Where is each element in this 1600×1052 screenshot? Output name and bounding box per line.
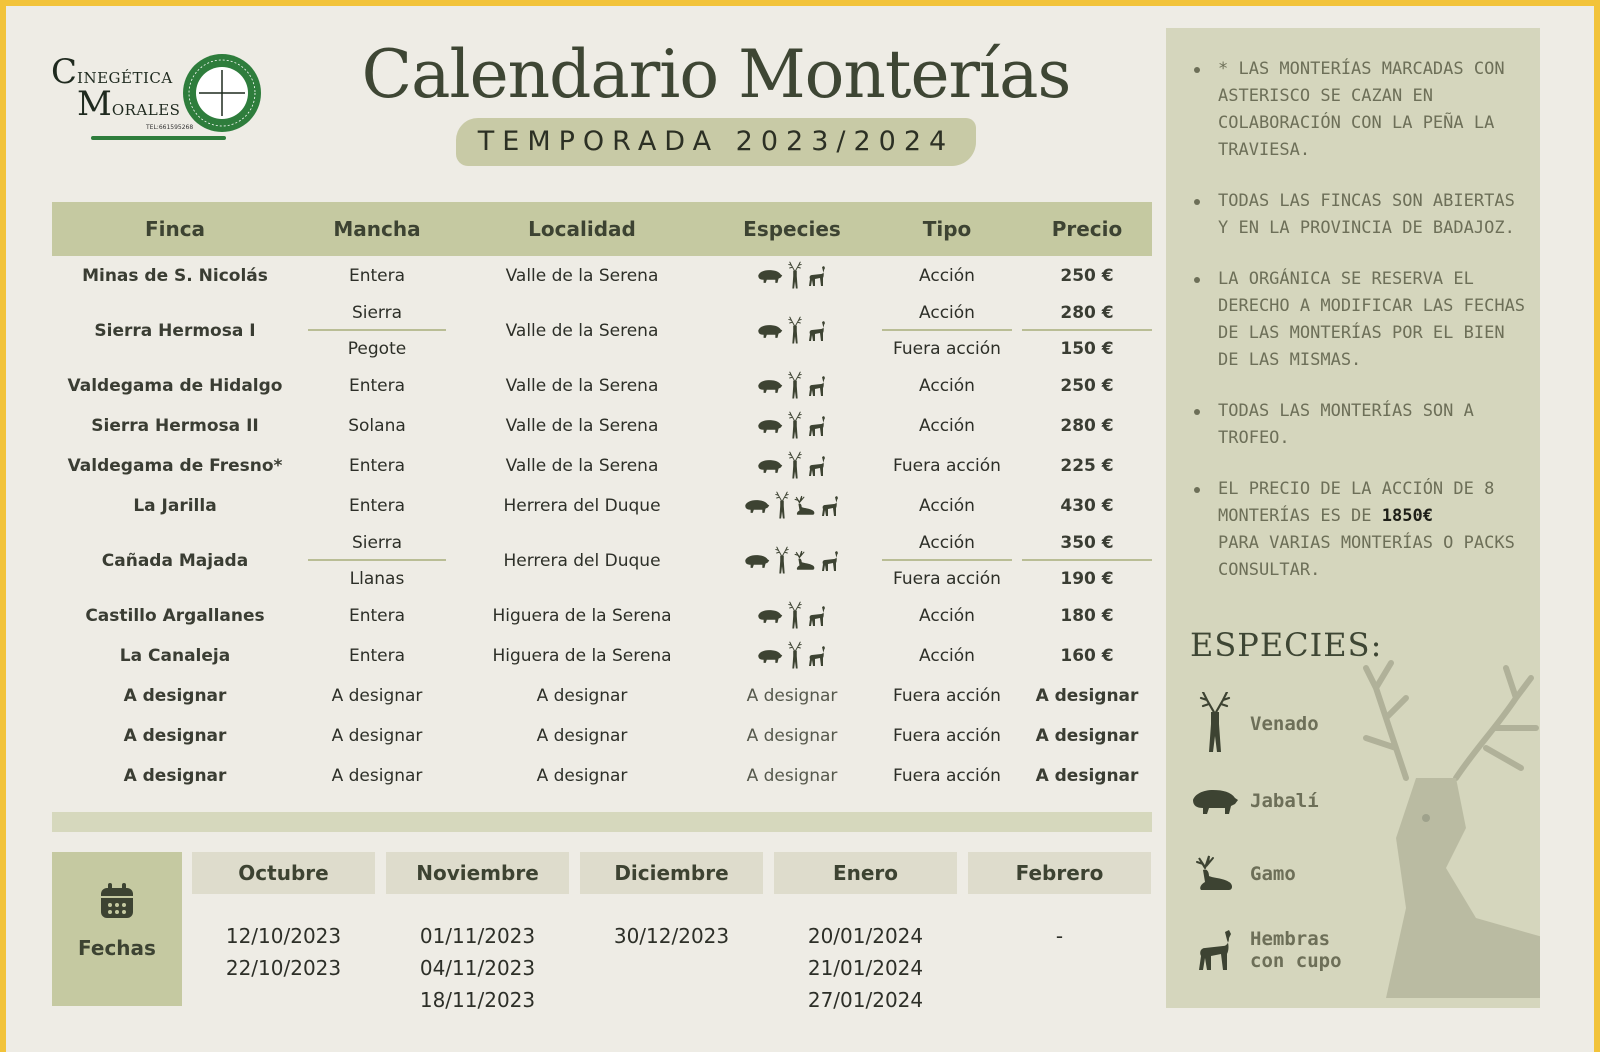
cell-localidad: Higuera de la Serena (492, 646, 672, 666)
page-title: Calendario Monterías (361, 36, 1071, 113)
species-icons (757, 411, 827, 441)
date-item: 18/11/2023 (419, 988, 536, 1012)
note-text: TODAS LAS MONTERÍAS SON A TROFEO. (1218, 401, 1474, 448)
venado-icon (787, 316, 803, 346)
venado-icon (1190, 692, 1240, 756)
jabali-icon (757, 418, 783, 434)
cell-finca: Valdegama de Hidalgo (67, 376, 283, 396)
jabali-icon (1190, 786, 1240, 816)
cell-mancha: Entera (348, 606, 406, 626)
month-header: Octubre (192, 852, 375, 894)
note-item (1186, 188, 1526, 242)
cell-especies (712, 526, 872, 596)
table-row (52, 296, 1152, 366)
venado-icon (787, 601, 803, 631)
note-item (1186, 398, 1526, 452)
notes-list (1186, 56, 1526, 608)
cell-mancha-top: Sierra (308, 296, 446, 331)
deer-illustration-icon (1346, 658, 1540, 998)
hembra-icon (1190, 928, 1240, 972)
jabali-icon (744, 553, 770, 569)
cell-tipo-top: Acción (882, 526, 1012, 561)
month-dates (580, 894, 763, 952)
cell-precio: A designar (1035, 766, 1139, 786)
cell-localidad: Herrera del Duque (503, 496, 661, 516)
month-header: Noviembre (386, 852, 569, 894)
jabali-icon (757, 608, 783, 624)
legend-hembra (1190, 928, 1360, 972)
cell-localidad: A designar (536, 686, 628, 706)
cell-tipo: Acción (919, 606, 975, 626)
table-row (52, 406, 1152, 446)
note-highlight-price: 1850€ (1381, 506, 1433, 526)
cell-mancha: A designar (331, 726, 423, 746)
hembra-icon (820, 495, 840, 517)
note-item (1186, 266, 1526, 374)
cell-tipo: Acción (919, 496, 975, 516)
cell-mancha: Entera (348, 456, 406, 476)
company-logo (51, 46, 271, 156)
note-text: EL PRECIO DE LA ACCIÓN DE 8 MONTERÍAS ES DE (1218, 479, 1495, 526)
date-item: 12/10/2023 (225, 924, 342, 948)
cell-especies (712, 446, 872, 486)
cell-especies (712, 406, 872, 446)
note-text: TODAS LAS FINCAS SON ABIERTAS Y EN LA PROVINCIA DE BADAJOZ. (1218, 191, 1515, 238)
month-column (580, 852, 763, 952)
logo-letter-m: M (77, 84, 112, 124)
cell-localidad: Valle de la Serena (505, 416, 659, 436)
venado-icon (774, 546, 790, 576)
gamo-icon (1190, 854, 1240, 894)
header-precio: Precio (1051, 217, 1123, 241)
species-icons (744, 546, 840, 576)
hembra-icon (807, 320, 827, 342)
gamo-icon (794, 495, 816, 517)
cell-precio (1022, 296, 1152, 366)
table-row (52, 596, 1152, 636)
cell-precio: 250 € (1060, 266, 1114, 286)
cell-finca: Sierra Hermosa I (94, 321, 256, 341)
note-text: PARA VARIAS MONTERÍAS O PACKS CONSULTAR. (1218, 533, 1515, 580)
table-row (52, 636, 1152, 676)
cell-tipo (882, 526, 1012, 596)
cell-especies (712, 366, 872, 406)
cell-mancha: Solana (348, 416, 406, 436)
cell-tipo: Acción (919, 376, 975, 396)
cell-finca: La Canaleja (119, 646, 231, 666)
cell-finca: La Jarilla (133, 496, 217, 516)
species-icons (757, 316, 827, 346)
note-text: LA ORGÁNICA SE RESERVA EL DERECHO A MODIFICAR LAS FECHAS DE LAS MONTERÍAS POR EL BIEN DE LAS MISMAS. (1218, 269, 1526, 370)
month-header: Febrero (968, 852, 1151, 894)
logo-underline (91, 136, 226, 140)
especies-title: ESPECIES: (1190, 626, 1383, 664)
cell-tipo: Fuera acción (893, 726, 1001, 746)
cell-tipo: Fuera acción (893, 766, 1001, 786)
cell-tipo (882, 296, 1012, 366)
cell-finca: Sierra Hermosa II (91, 416, 259, 436)
cell-especies (712, 596, 872, 636)
fechas-label: Fechas (78, 936, 156, 960)
cell-tipo: Fuera acción (893, 456, 1001, 476)
month-column (968, 852, 1151, 952)
logo-word-morales: ORALES (111, 101, 181, 119)
date-item: 20/01/2024 (807, 924, 924, 948)
cell-precio: 250 € (1060, 376, 1114, 396)
hembra-icon (807, 375, 827, 397)
cell-mancha (308, 526, 446, 596)
species-icons (757, 451, 827, 481)
cell-localidad: Herrera del Duque (503, 551, 661, 571)
species-icons (757, 641, 827, 671)
legend-venado (1190, 692, 1319, 756)
cell-mancha-top: Sierra (308, 526, 446, 561)
hembra-icon (807, 645, 827, 667)
cell-localidad: A designar (536, 766, 628, 786)
cell-finca: Cañada Majada (101, 551, 249, 571)
cell-localidad: Valle de la Serena (505, 376, 659, 396)
legend-label: Venado (1250, 713, 1319, 735)
month-column (774, 852, 957, 1016)
table-row (52, 716, 1152, 756)
hembra-icon (807, 455, 827, 477)
cell-mancha: A designar (331, 686, 423, 706)
cell-mancha: Entera (348, 646, 406, 666)
cell-precio: 180 € (1060, 606, 1114, 626)
cell-mancha: Entera (348, 496, 406, 516)
cell-precio: 160 € (1060, 646, 1114, 666)
cell-finca: A designar (123, 686, 227, 706)
table-row (52, 486, 1152, 526)
jabali-icon (757, 458, 783, 474)
crosshair-badge-icon (181, 52, 263, 134)
venado-icon (787, 371, 803, 401)
header-especies: Especies (743, 217, 841, 241)
cell-tipo-top: Acción (882, 296, 1012, 331)
cell-precio: A designar (1035, 686, 1139, 706)
legend-label: Jabalí (1250, 790, 1319, 812)
cell-precio: 430 € (1060, 496, 1114, 516)
table-row (52, 366, 1152, 406)
species-icons (757, 371, 827, 401)
month-header: Enero (774, 852, 957, 894)
cell-finca: Valdegama de Fresno* (67, 456, 283, 476)
cell-mancha: A designar (331, 766, 423, 786)
cell-localidad: Valle de la Serena (505, 321, 659, 341)
date-item: 30/12/2023 (613, 924, 730, 948)
hembra-icon (807, 265, 827, 287)
table-header (52, 202, 1152, 256)
calendar-icon (100, 882, 134, 920)
cell-finca: A designar (123, 726, 227, 746)
venado-icon (774, 491, 790, 521)
cell-localidad: A designar (536, 726, 628, 746)
species-icons (744, 491, 840, 521)
table-row (52, 756, 1152, 796)
jabali-icon (744, 498, 770, 514)
cell-tipo-bot: Fuera acción (893, 338, 1001, 359)
date-item: 04/11/2023 (419, 956, 536, 980)
cell-especies (712, 296, 872, 366)
month-dates (774, 894, 957, 1016)
jabali-icon (757, 268, 783, 284)
note-item (1186, 476, 1526, 584)
cell-precio (1022, 526, 1152, 596)
month-column (192, 852, 375, 984)
hembra-icon (820, 550, 840, 572)
calendar-page (6, 6, 1594, 1052)
legend-jabali (1190, 786, 1319, 816)
venado-icon (787, 261, 803, 291)
table-row (52, 256, 1152, 296)
cell-precio: A designar (1035, 726, 1139, 746)
species-icons (757, 261, 827, 291)
cell-especies (712, 486, 872, 526)
cell-tipo: Acción (919, 646, 975, 666)
cell-localidad: Higuera de la Serena (492, 606, 672, 626)
table-row (52, 676, 1152, 716)
hembra-icon (807, 605, 827, 627)
jabali-icon (757, 378, 783, 394)
legend-label: Hembras con cupo (1250, 928, 1342, 972)
cell-mancha: Entera (348, 376, 406, 396)
cell-especies: A designar (746, 726, 838, 746)
cell-precio-top: 280 € (1022, 296, 1152, 331)
cell-tipo: Fuera acción (893, 686, 1001, 706)
cell-mancha (308, 296, 446, 366)
table-row (52, 446, 1152, 486)
info-panel (1166, 28, 1540, 1008)
table-footer-bar (52, 812, 1152, 832)
month-dates (386, 894, 569, 1016)
cell-especies (712, 256, 872, 296)
cell-localidad: Valle de la Serena (505, 266, 659, 286)
species-icons (757, 601, 827, 631)
month-dates (968, 894, 1151, 952)
cell-finca: A designar (123, 766, 227, 786)
venado-icon (787, 411, 803, 441)
month-dates (192, 894, 375, 984)
header-localidad: Localidad (528, 217, 636, 241)
cell-precio: 280 € (1060, 416, 1114, 436)
legend-gamo (1190, 854, 1296, 894)
logo-word-cinegetica: INEGÉTICA (77, 69, 173, 87)
legend-label: Gamo (1250, 863, 1296, 885)
cell-tipo: Acción (919, 416, 975, 436)
note-item (1186, 56, 1526, 164)
cell-mancha: Entera (348, 266, 406, 286)
cell-especies (712, 636, 872, 676)
month-header: Diciembre (580, 852, 763, 894)
venado-icon (787, 451, 803, 481)
header-tipo: Tipo (922, 217, 972, 241)
date-item: - (1055, 924, 1064, 948)
logo-letter-c: C (51, 52, 78, 92)
header-finca: Finca (144, 217, 206, 241)
cell-finca: Castillo Argallanes (85, 606, 265, 626)
cell-precio-bot: 190 € (1060, 568, 1114, 589)
cell-precio: 225 € (1060, 456, 1114, 476)
date-item: 21/01/2024 (807, 956, 924, 980)
fechas-box (52, 852, 182, 1006)
date-item: 27/01/2024 (807, 988, 924, 1012)
season-label: TEMPORADA 2023/2024 (456, 118, 976, 166)
jabali-icon (757, 648, 783, 664)
cell-finca: Minas de S. Nicolás (82, 266, 268, 286)
cell-tipo: Acción (919, 266, 975, 286)
gamo-icon (794, 550, 816, 572)
cell-tipo-bot: Fuera acción (893, 568, 1001, 589)
date-item: 22/10/2023 (225, 956, 342, 980)
date-item: 01/11/2023 (419, 924, 536, 948)
cell-mancha-bot: Pegote (347, 338, 407, 359)
logo-phone: TEL:661595268 (146, 124, 194, 131)
month-column (386, 852, 569, 1016)
note-text: * LAS MONTERÍAS MARCADAS CON ASTERISCO SE CAZAN EN COLABORACIÓN CON LA PEÑA LA TRAVIESA. (1218, 59, 1505, 160)
venado-icon (787, 641, 803, 671)
cell-precio-bot: 150 € (1060, 338, 1114, 359)
cell-localidad: Valle de la Serena (505, 456, 659, 476)
cell-precio-top: 350 € (1022, 526, 1152, 561)
jabali-icon (757, 323, 783, 339)
header-mancha: Mancha (333, 217, 421, 241)
hembra-icon (807, 415, 827, 437)
cell-especies: A designar (746, 766, 838, 786)
cell-mancha-bot: Llanas (349, 568, 405, 589)
table-row (52, 526, 1152, 596)
table-body (52, 256, 1152, 796)
monterias-table (52, 202, 1152, 796)
cell-especies: A designar (746, 686, 838, 706)
